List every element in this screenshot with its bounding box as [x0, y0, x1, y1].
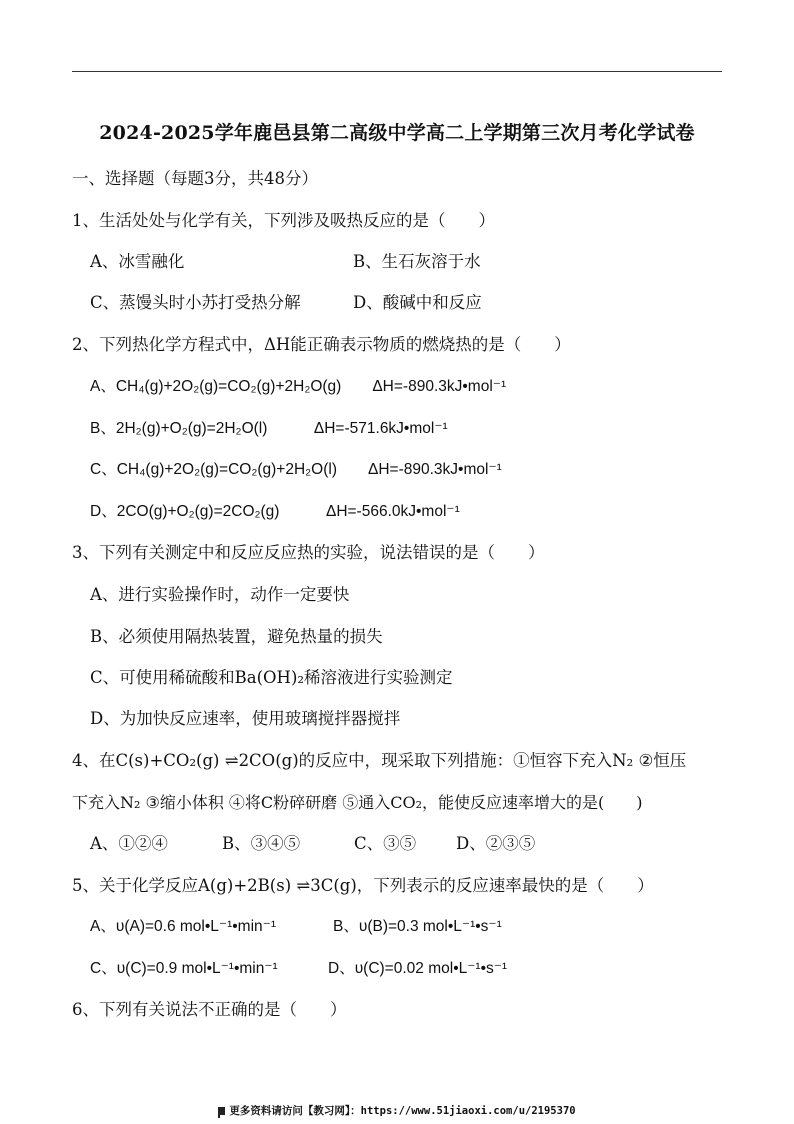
question-1-option-a: A、冰雪融化 [90, 252, 185, 271]
question-4-stem-line-2: 下充入N₂ ③缩小体积 ④将C粉碎研磨 ⑤通入CO₂，能使反应速率增大的是( ) [72, 793, 643, 812]
section-heading: 一、选择题（每题3分，共48分） [72, 169, 318, 188]
question-1-stem: 1、生活处处与化学有关，下列涉及吸热反应的是（ ） [72, 211, 495, 230]
question-5-stem: 5、关于化学反应A(g)+2B(s) ⇌3C(g)，下列表示的反应速率最快的是（ ） [72, 876, 654, 895]
question-2-option-a: A、CH₄(g)+2O₂(g)=CO₂(g)+2H₂O(g) ΔH=-890.3kJ•mol⁻¹ [90, 378, 507, 395]
header-rule [72, 71, 722, 72]
footer [0, 1103, 794, 1118]
question-1-option-c: C、蒸馒头时小苏打受热分解 [90, 293, 301, 312]
question-4-option-c: C、③⑤ [354, 834, 417, 853]
exam-title: 2024-2025学年鹿邑县第二高级中学高二上学期第三次月考化学试卷 [99, 122, 695, 144]
question-4-stem-line-1: 4、在C(s)+CO₂(g) ⇌2CO(g)的反应中，现采取下列措施：①恒容下充入N₂ ②恒压 [72, 751, 687, 770]
question-2-stem: 2、下列热化学方程式中，ΔH能正确表示物质的燃烧热的是（ ） [72, 335, 571, 354]
question-3-option-c: C、可使用稀硫酸和Ba(OH)₂稀溶液进行实验测定 [90, 668, 453, 687]
question-5-option-b: B、υ(B)=0.3 mol•L⁻¹•s⁻¹ [333, 918, 502, 935]
question-6-stem: 6、下列有关说法不正确的是（ ） [72, 1000, 347, 1019]
question-4-option-a: A、①②④ [90, 834, 168, 853]
question-2-option-b: B、2H₂(g)+O₂(g)=2H₂O(l) ΔH=-571.6kJ•mol⁻¹ [90, 420, 448, 437]
question-2-option-c: C、CH₄(g)+2O₂(g)=CO₂(g)+2H₂O(l) ΔH=-890.3kJ•mol⁻¹ [90, 461, 502, 478]
question-3-option-b: B、必须使用隔热装置，避免热量的损失 [90, 627, 383, 646]
question-4-option-d: D、②③⑤ [456, 834, 536, 853]
question-1-option-b: B、生石灰溶于水 [353, 252, 481, 271]
question-3-option-a: A、进行实验操作时，动作一定要快 [90, 585, 350, 604]
question-2-option-d: D、2CO(g)+O₂(g)=2CO₂(g) ΔH=-566.0kJ•mol⁻¹ [90, 503, 460, 520]
footer-link[interactable]: 更多资料请访问【教习网】：https://www.51jiaoxi.com/u/2195370 [229, 1105, 576, 1117]
question-4-option-b: B、③④⑤ [222, 834, 301, 853]
question-3-stem: 3、下列有关测定中和反应反应热的实验，说法错误的是（ ） [72, 543, 545, 562]
flag-icon [218, 1107, 225, 1115]
question-3-option-d: D、为加快反应速率，使用玻璃搅拌器搅拌 [90, 709, 401, 728]
question-1-option-d: D、酸碱中和反应 [353, 293, 482, 312]
question-5-option-d: D、υ(C)=0.02 mol•L⁻¹•s⁻¹ [328, 960, 508, 977]
question-5-option-a: A、υ(A)=0.6 mol•L⁻¹•min⁻¹ [90, 918, 276, 935]
question-5-option-c: C、υ(C)=0.9 mol•L⁻¹•min⁻¹ [90, 960, 278, 977]
